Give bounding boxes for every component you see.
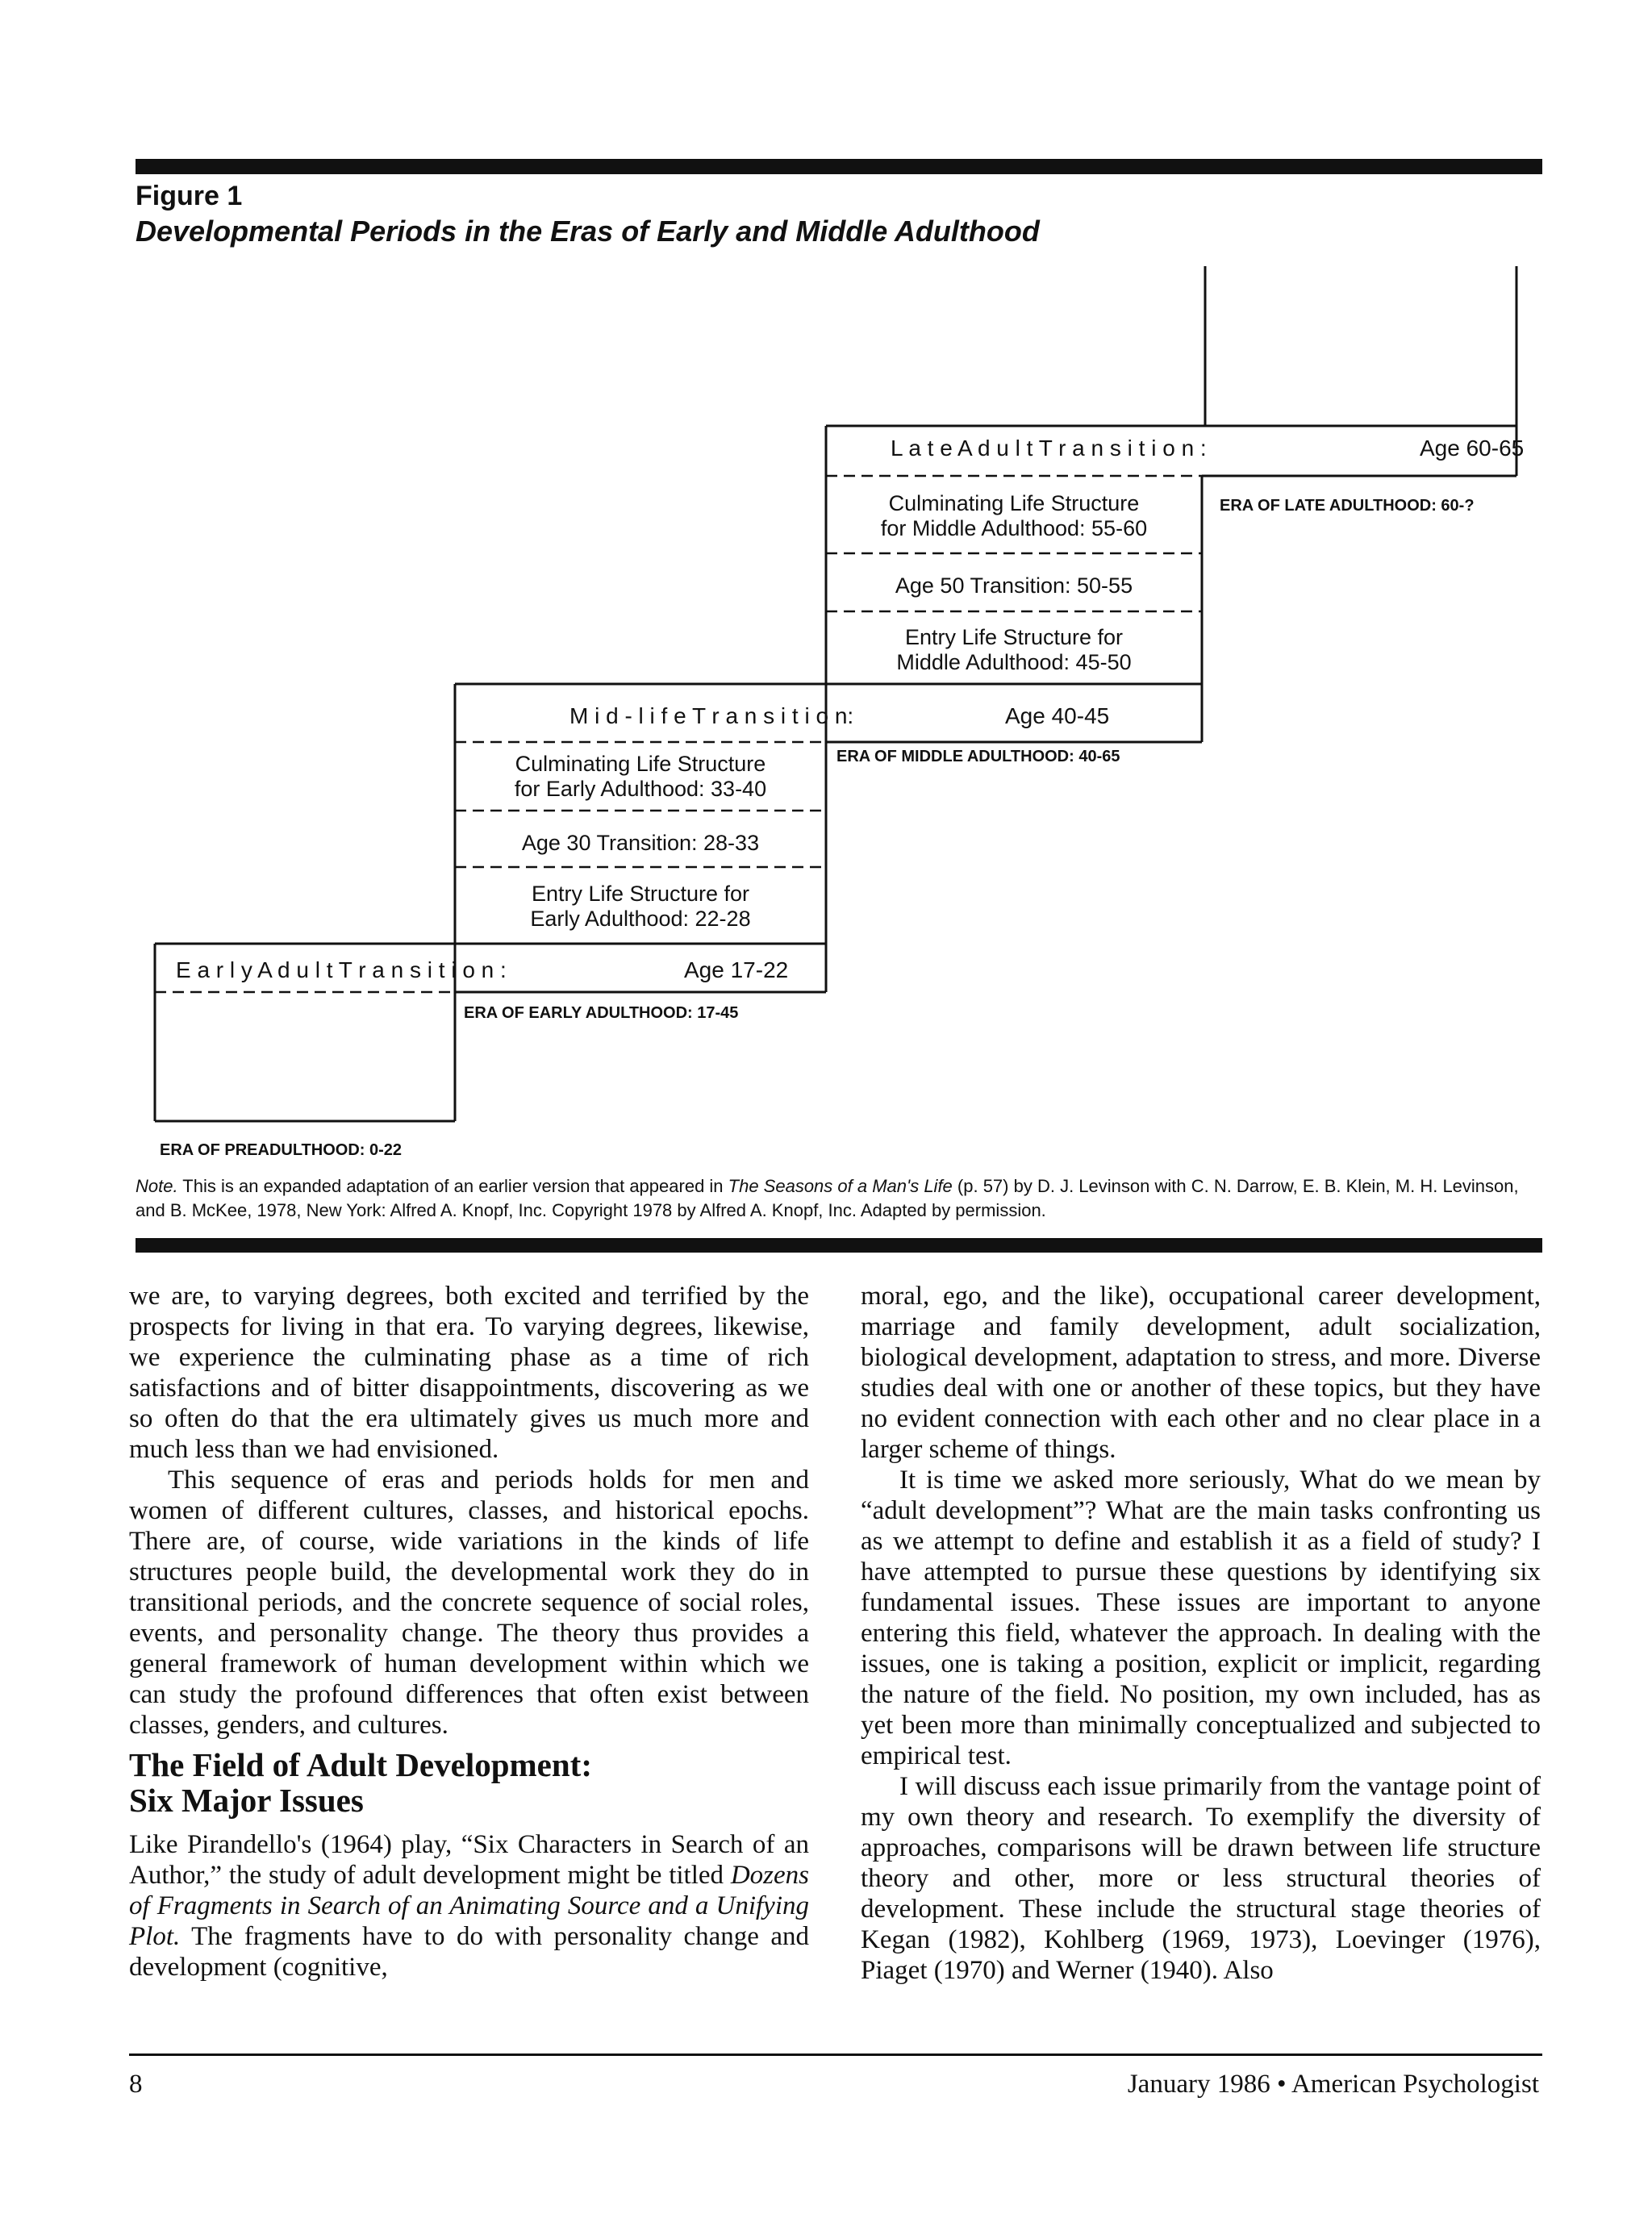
early-adult-transition-label: E a r l y A d u l t T r a n s i t i o n :: [176, 957, 507, 982]
left-paragraph-1: we are, to varying degrees, both excited and terrified by the prospects for living in that era. To varying degrees, likewise, we experience the culminating phase as a time of rich satisfactions and of bitter disappointments, discovering as we so often do that the era ultimately gives us much more and much less than we had envisioned.: [129, 1282, 809, 1464]
journal-footer: January 1986 • American Psychologist: [1127, 2070, 1539, 2099]
right-paragraph-2: It is time we asked more seriously, What do we mean by “adult development”? What are the main tasks confronting us as we attempt to define and establish it as a field of study? I have attempted to pursue these questions by identifying six fundamental issues. These issues are important to anyone entering this field, whatever the approach. In dealing with the issues, one is taking a position, explicit or implicit, regarding the nature of the field. No position, my own included, has as yet been more than minimally conceptualized and subjected to empirical test.: [861, 1466, 1541, 1770]
left-p3-italic-title: Dozens of Fragments in Search of an Animating Source and a Unifying Plot.: [129, 1861, 809, 1951]
left-p3-a: Like Pirandello's (1964) play, “Six Characters in Search of an Author,” the study of adult development might be titled: [129, 1830, 809, 1890]
figure-note: [136, 1174, 1539, 1223]
age30-transition-label: Age 30 Transition: 28-33: [521, 831, 760, 855]
entry-middle-line1: Entry Life Structure for: [904, 625, 1124, 649]
era-preadulthood-label: ERA OF PREADULTHOOD: 0-22: [160, 1141, 403, 1159]
culminating-middle-line1: Culminating Life Structure: [888, 491, 1140, 515]
figure-title: Developmental Periods in the Eras of Early and Middle Adulthood: [136, 215, 1040, 248]
left-p3-b: The fragments have to do with personality change and development (cognitive,: [129, 1922, 809, 1982]
era-late-adulthood-label: ERA OF LATE ADULTHOOD: 60-?: [1220, 497, 1475, 515]
left-column: [129, 1281, 809, 1983]
right-paragraph-3: I will discuss each issue primarily from the vantage point of my own theory and research. To exemplify the diversity of approaches, comparisons will be drawn between life structure theory and other, more or less structural theories of development. These include the structural stage theories of Kegan (1982), Kohlberg (1969, 1973), Loevinger (1976), Piaget (1970) and Werner (1940). Also: [861, 1772, 1541, 1985]
left-paragraph-2: This sequence of eras and periods holds for men and women of different cultures, classes, and historical epochs. There are, of course, wide variations in the kinds of life structures people build, the developmental work they do in transitional periods, and the concrete sequence of social roles, events, and personality change. The theory thus provides a general framework of human development within which we can study the profound differences that often exist between classes, genders, and cultures.: [129, 1466, 809, 1740]
left-paragraph-3: [129, 1829, 809, 1983]
page-number: 8: [129, 2070, 143, 2099]
late-adult-transition-age: Age 60-65: [1420, 436, 1525, 461]
age50-transition-label: Age 50 Transition: 50-55: [895, 573, 1133, 598]
era-early-adulthood-label: ERA OF EARLY ADULTHOOD: 17-45: [464, 1004, 739, 1022]
early-adult-transition-age: Age 17-22: [684, 957, 789, 982]
section-heading: [129, 1747, 809, 1818]
right-paragraph-1: moral, ego, and the like), occupational career development, marriage and family development, adult socialization, biological development, adaptation to stress, and more. Diverse studies deal with one or another of these topics, but they have no evident connection with each other and no clear place in a larger scheme of things.: [861, 1282, 1541, 1464]
culminating-middle-line2: for Middle Adulthood: 55-60: [880, 516, 1148, 540]
late-adult-transition-label: L a t e A d u l t T r a n s i t i o n :: [891, 436, 1207, 461]
right-column: [861, 1281, 1541, 1986]
section-heading-line2: Six Major Issues: [129, 1782, 364, 1819]
culminating-early-line1: Culminating Life Structure: [515, 752, 766, 776]
section-heading-line1: The Field of Adult Development:: [129, 1746, 592, 1783]
note-text-2: (p. 57) by D. J. Levinson with C. N. Darrow, E. B. Klein, M. H. Levinson, and B. McKee, 1978, New York: Alfred A. Knopf, Inc. Copyright 1978 by Alfred A. Knopf, Inc. Adapted by permission.: [136, 1176, 1519, 1220]
footer-rule: [129, 2053, 1542, 2056]
entry-middle-line2: Middle Adulthood: 45-50: [896, 650, 1132, 674]
era-middle-adulthood-label: ERA OF MIDDLE ADULTHOOD: 40-65: [836, 748, 1120, 765]
note-text-1: This is an expanded adaptation of an earlier version that appeared in: [177, 1176, 728, 1196]
entry-early-line2: Early Adulthood: 22-28: [530, 907, 751, 931]
developmental-periods-diagram: [0, 242, 1652, 1170]
note-label: Note.: [136, 1176, 178, 1196]
figure-bottom-rule: [136, 1238, 1542, 1253]
midlife-transition-age: Age 40-45: [1005, 703, 1110, 728]
note-book-title: The Seasons of a Man's Life: [728, 1176, 953, 1196]
top-rule: [136, 159, 1542, 174]
midlife-transition-label: M i d - l i f e T r a n s i t i o n:: [569, 703, 854, 728]
culminating-early-line2: for Early Adulthood: 33-40: [514, 777, 767, 801]
figure-label: Figure 1: [136, 181, 243, 211]
entry-early-line1: Entry Life Structure for: [531, 882, 750, 906]
